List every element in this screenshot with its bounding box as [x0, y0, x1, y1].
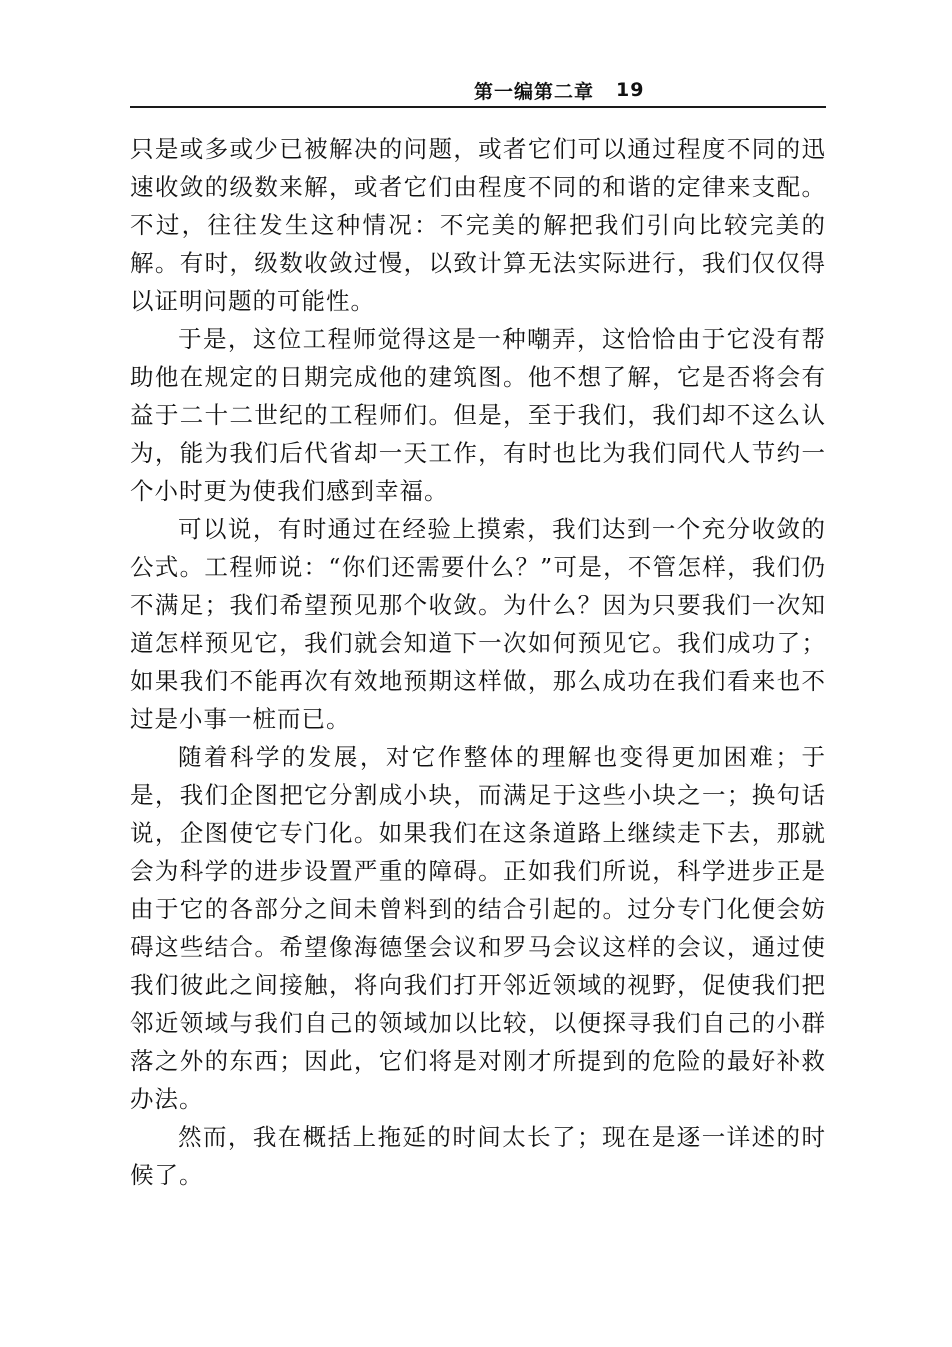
- running-head: [474, 76, 644, 104]
- body-text: [130, 130, 826, 1194]
- chapter-title: 第一编第二章: [474, 80, 595, 103]
- paragraph-engineer: 于是，这位工程师觉得这是一种嘲弄，这恰恰由于它没有帮助他在规定的日期完成他的建筑图。他不想了解，它是否将会有益于二十二世纪的工程师们。但是，至于我们，我们却不这么认为，能为我们后代省却一天工作，有时也比为我们同代人节约一个小时更为使我们感到幸福。: [130, 325, 826, 505]
- paragraph-convergence: 可以说，有时通过在经验上摸索，我们达到一个充分收敛的公式。工程师说：“你们还需要什么？”可是，不管怎样，我们仍不满足；我们希望预见那个收敛。为什么？因为只要我们一次知道怎样预见它，我们就会知道下一次如何预见它。我们成功了；如果我们不能再次有效地预期这样做，那么成功在我们看来也不过是小事一桩而已。: [130, 515, 826, 733]
- paragraph-continued: 只是或多或少已被解决的问题，或者它们可以通过程度不同的迅速收敛的级数来解，或者它们由程度不同的和谐的定律来支配。不过，往往发生这种情况：不完美的解把我们引向比较完美的解。有时，级数收敛过慢，以致计算无法实际进行，我们仅仅得以证明问题的可能性。: [130, 135, 826, 315]
- header-rule: [130, 106, 826, 108]
- paragraph-specialization: 随着科学的发展，对它作整体的理解也变得更加困难；于是，我们企图把它分割成小块，而满足于这些小块之一；换句话说，企图使它专门化。如果我们在这条道路上继续走下去，那就会为科学的进步设置严重的障碍。正如我们所说，科学进步正是由于它的各部分之间未曾料到的结合引起的。过分专门化便会妨碍这些结合。希望像海德堡会议和罗马会议这样的会议，通过使我们彼此之间接触，将向我们打开邻近领域的视野，促使我们把邻近领域与我们自己的领域加以比较，以便探寻我们自己的小群落之外的东西；因此，它们将是对刚才所提到的危险的最好补救办法。: [130, 743, 826, 1113]
- page-number: 19: [616, 79, 645, 101]
- paragraph-closing: 然而，我在概括上拖延的时间太长了；现在是逐一详述的时候了。: [130, 1123, 826, 1189]
